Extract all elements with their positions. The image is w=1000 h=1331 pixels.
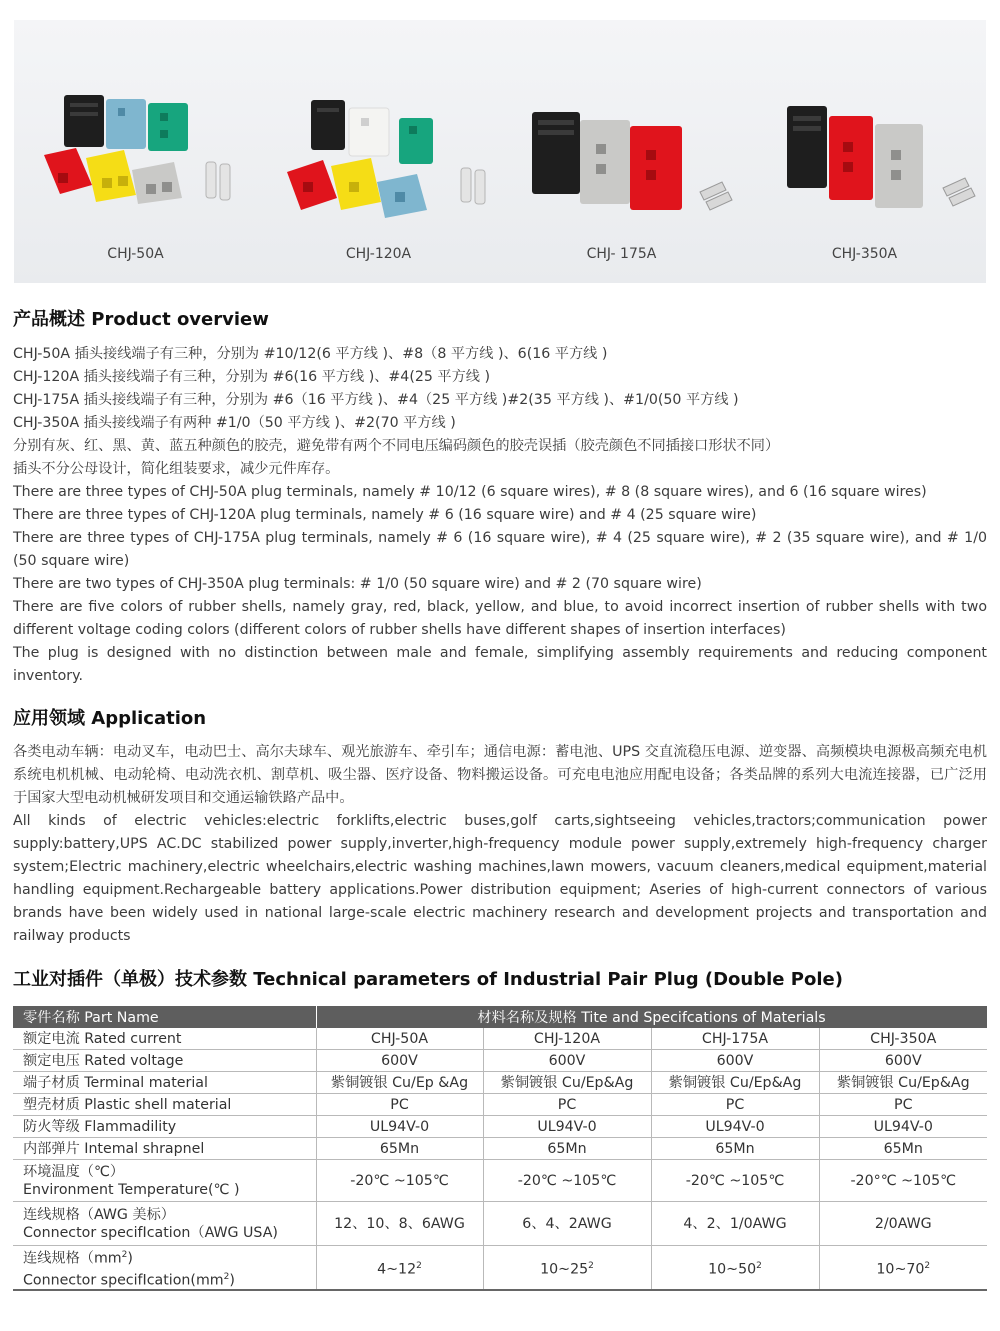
overview-line: CHJ-175A 插头接线端子有三种，分别为 #6（16 平方线 )、#4（25 平方线 )#2(35 平方线 )、#1/0(50 平方线 ) [13,392,739,408]
cell: CHJ-175A [651,1028,819,1050]
row-label-cn: 连线规格（AWG 美标） [23,1206,175,1223]
row-label: 塑壳材质 Plastic shell material [13,1094,316,1116]
connector-red [287,160,337,210]
product-name: CHJ-50A [107,246,164,262]
row-label: 防火等级 Flammadility [13,1116,316,1138]
connector-yellow [331,158,381,210]
row-label-cn: 环境温度（℃） [23,1163,125,1180]
cell: UL94V-0 [819,1116,987,1138]
spec-row-mm [13,1246,987,1291]
cell: PC [651,1094,819,1116]
row-label [13,1160,316,1202]
cell: $10\sim 50^2$ [651,1246,819,1291]
spec-row [13,1094,987,1116]
overview-title: 产品概述 Product overview [13,309,269,330]
header-materials: 材料名称及规格 Tite and Specifcations of Materials [316,1006,987,1028]
overview-line: 插头不分公母设计，简化组装要求，减少元件库存。 [13,461,340,477]
row-label-en: Environment Temperature(℃ ) [23,1181,240,1198]
connector-black [532,112,580,194]
cell: PC [316,1094,483,1116]
spec-row-temperature [13,1160,987,1202]
cell: UL94V-0 [651,1116,819,1138]
connector-red [44,148,92,194]
spec-row [13,1028,987,1050]
product-image-chj-350a [743,20,986,240]
application-en: All kinds of electric vehicles:electric forklifts,electric buses,golf carts,sightseeing vehicles,tractors;communication power supply:battery,UPS AC.DC stabilized power supply,inverter,high-frequency module power supply,extremely high-frequency charger system;Electric machinery,electric wheelchairs,electric washing machines,lawn mowers, vacuum cleaners,medical equipment,material handling equipment.Rechargeable battery applications.Power distribution equipment; Aseries of high-current connectors of various brands have been widely used in national large-scale electric machinery research and development projects and transportation and railway products [13,813,987,944]
row-label: 端子材质 Terminal material [13,1072,316,1094]
terminals [700,182,732,210]
spec-row [13,1050,987,1072]
overview-line: There are three types of CHJ-120A plug terminals, namely # 6 (16 square wire) and # 4 (25 square wire) [13,507,757,523]
cell: $4\sim 12^2$ [316,1246,483,1291]
cell: 65Mn [819,1138,987,1160]
connector-blue [106,99,146,149]
connector-green [399,118,433,164]
connector-blue [377,174,427,218]
cell: 4、2、1/0AWG [651,1202,819,1246]
cell: 65Mn [316,1138,483,1160]
connector-gray [875,124,923,208]
application-title: 应用领域 Application [13,708,207,729]
overview-line: There are three types of CHJ-175A plug terminals, namely # 6 (16 square wire), # 4 (25 square wire), # 2 (35 square wire), and # 1/0 (50 square wire) [13,530,987,569]
cell: 紫铜镀银 Cu/Ep&Ag [651,1072,819,1094]
cell: -20℃ ~105℃ [483,1160,651,1202]
cell: -20℃ ~105℃ [316,1160,483,1202]
cell: -20℃ ~105℃ [651,1160,819,1202]
connector-yellow [86,150,136,202]
connector-black [311,100,345,150]
cell: 12、10、8、6AWG [316,1202,483,1246]
cell: CHJ-50A [316,1028,483,1050]
header-part-name: 零件名称 Part Name [13,1006,316,1028]
overview-line: CHJ-350A 插头接线端子有两种 #1/0（50 平方线 )、#2(70 平方线 ) [13,415,456,431]
overview-line: CHJ-50A 插头接线端子有三种，分别为 #10/12(6 平方线 )、#8（8 平方线 )、6(16 平方线 ) [13,346,608,362]
overview-text [13,343,987,688]
spec-row [13,1138,987,1160]
product-image-chj-50a [14,20,257,240]
technical-title: 工业对插件（单极）技术参数 Technical parameters of Industrial Pair Plug (Double Pole) [13,969,843,990]
cell: 2/0AWG [819,1202,987,1246]
product-chj-175a [500,20,743,283]
connector-black [64,95,104,147]
spec-row [13,1116,987,1138]
product-chj-350a [743,20,986,283]
overview-line: There are three types of CHJ-50A plug terminals, namely # 10/12 (6 square wires), # 8 (8 square wires), and 6 (16 square wires) [13,484,927,500]
product-image-chj-175a [500,20,743,240]
cell: PC [819,1094,987,1116]
connector-green [148,103,188,151]
overview-line: There are five colors of rubber shells, namely gray, red, black, yellow, and blue, to avoid incorrect insertion of rubber shells with two different voltage coding colors (different colors of rubber shells have different shapes of insertion interfaces) [13,599,987,638]
product-chj-120a [257,20,500,283]
cell: 紫铜镀银 Cu/Ep&Ag [819,1072,987,1094]
cell: -20°℃ ~105℃ [819,1160,987,1202]
connector-black [787,106,827,188]
application-cn: 各类电动车辆：电动叉车，电动巴士、高尔夫球车、观光旅游车、牵引车；通信电源：蓄电池、UPS 交直流稳压电源、逆变器、高频模块电源极高频充电机系统电机机械、电动轮椅、电动洗衣机、割草机、吸尘器、医疗设备、物料搬运设备。可充电电池应用配电设备；各类品牌的系列大电流连接器，已广泛用于国家大型电动机械研发项目和交通运输铁路产品中。 [13,744,987,806]
cell: 紫铜镀银 Cu/Ep&Ag [483,1072,651,1094]
cell: 600V [819,1050,987,1072]
cell: 紫铜镀银 Cu/Ep &Ag [316,1072,483,1094]
cell: 65Mn [651,1138,819,1160]
cell: UL94V-0 [316,1116,483,1138]
row-label: 额定电流 Rated current [13,1028,316,1050]
product-name: CHJ-120A [345,246,412,262]
spec-body [13,1028,987,1290]
product-chj-50a [14,20,257,283]
connector-red [630,126,682,210]
row-label-en: Connector specifIcation（AWG USA) [23,1224,278,1241]
cell: $10\sim 70^2$ [819,1246,987,1291]
row-label-cn: 连线规格$(mm^2)$ [23,1250,133,1267]
terminals [206,162,230,200]
overview-line: 分别有灰、红、黑、黄、蓝五种颜色的胶壳，避免带有两个不同电压编码颜色的胶壳误插（胶壳颜色不同插接口形状不同） [13,438,780,454]
spec-header-row [13,1006,987,1028]
connector-white [349,108,389,156]
product-name: CHJ-350A [831,246,898,262]
product-name: CHJ- 175A [586,246,657,262]
cell: 600V [316,1050,483,1072]
terminals [461,168,485,204]
application-text [13,741,987,948]
row-label [13,1202,316,1246]
cell: CHJ-350A [819,1028,987,1050]
row-label [13,1246,316,1291]
spec-row [13,1072,987,1094]
connector-gray [580,120,630,204]
overview-line: The plug is designed with no distinction between male and female, simplifying assembly requirements and reducing component inventory. [13,645,987,684]
cell: $10\sim 25^2$ [483,1246,651,1291]
product-image-chj-120a [257,20,500,240]
row-label-en: Connector $specifIcation(mm^2)$ [23,1271,235,1289]
cell: CHJ-120A [483,1028,651,1050]
overview-line: CHJ-120A 插头接线端子有三种，分别为 #6(16 平方线 )、#4(25 平方线 ) [13,369,491,385]
overview-line: There are two types of CHJ-350A plug terminals: # 1/0 (50 square wire) and # 2 (70 square wire) [13,576,702,592]
cell: 65Mn [483,1138,651,1160]
cell: PC [483,1094,651,1116]
spec-table [13,1006,988,1291]
terminals [943,178,975,206]
connector-gray [132,162,182,204]
spec-row-awg [13,1202,987,1246]
cell: 600V [651,1050,819,1072]
connector-red [829,116,873,200]
row-label: 额定电压 Rated voltage [13,1050,316,1072]
cell: UL94V-0 [483,1116,651,1138]
product-banner [14,20,986,283]
cell: 600V [483,1050,651,1072]
row-label: 内部弹片 Intemal shrapnel [13,1138,316,1160]
cell: 6、4、2AWG [483,1202,651,1246]
